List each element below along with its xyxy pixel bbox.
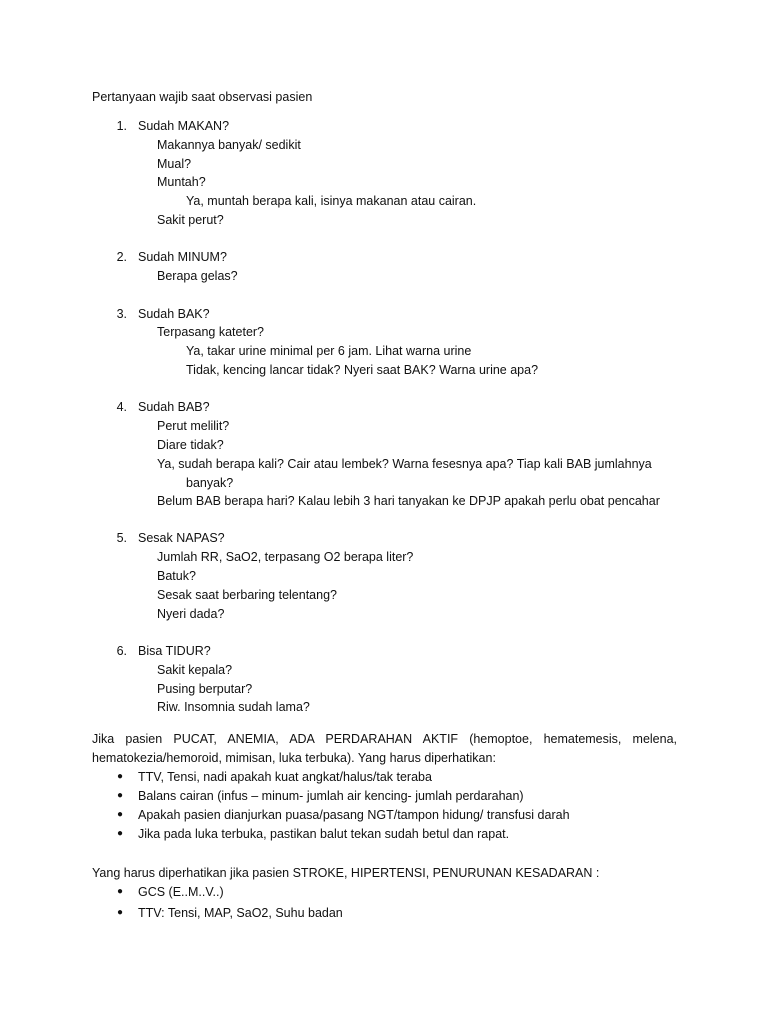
question-subitem: Ya, muntah berapa kali, isinya makanan atau cairan. bbox=[186, 194, 477, 208]
bullet-item: Apakah pasien dianjurkan puasa/pasang NGT/tampon hidung/ transfusi darah bbox=[138, 808, 570, 822]
section-number: 3. bbox=[116, 307, 127, 321]
bullet-icon: ● bbox=[117, 907, 124, 918]
bullet-icon: ● bbox=[117, 771, 124, 782]
question-item: Nyeri dada? bbox=[157, 607, 225, 621]
question-item: Belum BAB berapa hari? Kalau lebih 3 hari tanyakan ke DPJP apakah perlu obat pencahar bbox=[157, 494, 660, 508]
bullet-icon: ● bbox=[117, 828, 124, 839]
question-item: Jumlah RR, SaO2, terpasang O2 berapa liter? bbox=[157, 550, 414, 564]
pucat-paragraph-line: Jika pasien PUCAT, ANEMIA, ADA PERDARAHAN AKTIF (hemoptoe, hematemesis, melena, bbox=[92, 732, 677, 746]
question-item: Sesak saat berbaring telentang? bbox=[157, 588, 337, 602]
question-item-continuation: banyak? bbox=[186, 476, 234, 490]
bullet-icon: ● bbox=[117, 790, 124, 801]
section-heading: Bisa TIDUR? bbox=[138, 644, 211, 658]
bullet-icon: ● bbox=[117, 809, 124, 820]
section-number: 6. bbox=[116, 644, 127, 658]
section-number: 1. bbox=[116, 119, 127, 133]
section-number: 5. bbox=[116, 531, 127, 545]
question-item: Mual? bbox=[157, 157, 192, 171]
stroke-heading: Yang harus diperhatikan jika pasien STROKE, HIPERTENSI, PENURUNAN KESADARAN : bbox=[92, 866, 600, 880]
bullet-icon: ● bbox=[117, 886, 124, 897]
section-number: 4. bbox=[116, 400, 127, 414]
pucat-paragraph-line: hematokezia/hemoroid, mimisan, luka terbuka). Yang harus diperhatikan: bbox=[92, 751, 496, 765]
page-title: Pertanyaan wajib saat observasi pasien bbox=[92, 90, 313, 104]
question-item: Batuk? bbox=[157, 569, 196, 583]
question-item: Diare tidak? bbox=[157, 438, 224, 452]
bullet-item: TTV, Tensi, nadi apakah kuat angkat/halus/tak teraba bbox=[138, 770, 432, 784]
question-item: Sakit kepala? bbox=[157, 663, 233, 677]
section-heading: Sudah BAK? bbox=[138, 307, 210, 321]
question-item: Muntah? bbox=[157, 175, 206, 189]
section-heading: Sudah BAB? bbox=[138, 400, 210, 414]
question-item: Riw. Insomnia sudah lama? bbox=[157, 700, 310, 714]
question-item: Ya, sudah berapa kali? Cair atau lembek? Warna fesesnya apa? Tiap kali BAB jumlahnya bbox=[157, 457, 652, 471]
question-item: Perut melilit? bbox=[157, 419, 230, 433]
section-heading: Sudah MAKAN? bbox=[138, 119, 230, 133]
question-item: Makannya banyak/ sedikit bbox=[157, 138, 301, 152]
question-item: Sakit perut? bbox=[157, 213, 224, 227]
bullet-item: Balans cairan (infus – minum- jumlah air kencing- jumlah perdarahan) bbox=[138, 789, 524, 803]
section-number: 2. bbox=[116, 250, 127, 264]
bullet-item: TTV: Tensi, MAP, SaO2, Suhu badan bbox=[138, 906, 343, 920]
bullet-item: GCS (E..M..V..) bbox=[138, 885, 224, 899]
bullet-item: Jika pada luka terbuka, pastikan balut tekan sudah betul dan rapat. bbox=[138, 827, 510, 841]
question-item: Terpasang kateter? bbox=[157, 325, 265, 339]
question-subitem: Tidak, kencing lancar tidak? Nyeri saat BAK? Warna urine apa? bbox=[186, 363, 539, 377]
question-subitem: Ya, takar urine minimal per 6 jam. Lihat warna urine bbox=[186, 344, 472, 358]
question-item: Pusing berputar? bbox=[157, 682, 253, 696]
section-heading: Sesak NAPAS? bbox=[138, 531, 225, 545]
question-item: Berapa gelas? bbox=[157, 269, 238, 283]
section-heading: Sudah MINUM? bbox=[138, 250, 227, 264]
